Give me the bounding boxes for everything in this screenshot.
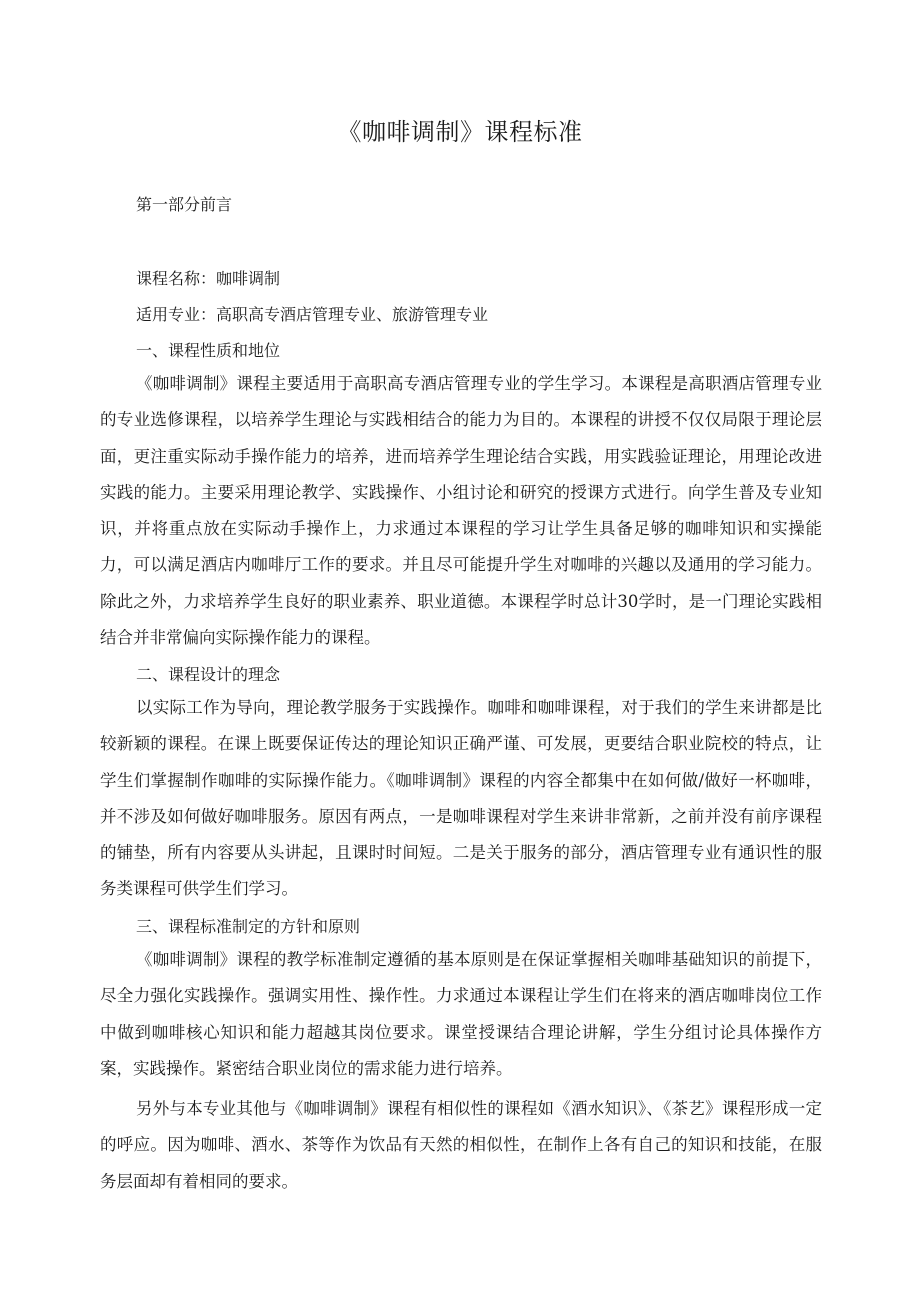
section-1-heading: 一、课程性质和地位 xyxy=(136,341,281,360)
applicable-major-line: 适用专业：高职高专酒店管理专业、旅游管理专业 xyxy=(136,305,489,324)
document-title: 《咖啡调制》课程标准 xyxy=(337,118,583,146)
part-heading: 第一部分前言 xyxy=(136,195,233,214)
section-3-heading: 三、课程标准制定的方针和原则 xyxy=(136,917,361,936)
section-2-body: 以实际工作为导向，理论教学服务于实践操作。咖啡和咖啡课程，对于我们的学生来讲都是比较新颖的课程。在课上既要保证传达的理论知识正确严谨、可发展，更要结合职业院校的特点，让学生们掌握制作咖啡的实际操作能力。《咖啡调制》课程的内容全都集中在如何做/做好一杯咖啡，并不涉及如何做好咖啡服务。原因有两点，一是咖啡课程对学生来讲非常新，之前并没有前序课程的铺垫，所有内容要从头讲起，且课时时间短。二是关于服务的部分，酒店管理专业有通识性的服务类课程可供学生们学习。 xyxy=(100,698,822,899)
section-1-body: 《咖啡调制》课程主要适用于高职高专酒店管理专业的学生学习。本课程是高职酒店管理专业的专业选修课程，以培养学生理论与实践相结合的能力为目的。本课程的讲授不仅仅局限于理论层面，更注重实际动手操作能力的培养，进而培养学生理论结合实践，用实践验证理论，用理论改进实践的能力。主要采用理论教学、实践操作、小组讨论和研究的授课方式进行。向学生普及专业知识，并将重点放在实际动手操作上，力求通过本课程的学习让学生具备足够的咖啡知识和实操能力，可以满足酒店内咖啡厅工作的要求。并且尽可能提升学生对咖啡的兴趣以及通用的学习能力。除此之外，力求培养学生良好的职业素养、职业道德。本课程学时总计30学时，是一门理论实践相结合并非常偏向实际操作能力的课程。 xyxy=(100,374,822,648)
section-3-body-1: 《咖啡调制》课程的教学标准制定遵循的基本原则是在保证掌握相关咖啡基础知识的前提下，尽全力强化实践操作。强调实用性、操作性。力求通过本课程让学生们在将来的酒店咖啡岗位工作中做到咖啡核心知识和能力超越其岗位要求。课堂授课结合理论讲解，学生分组讨论具体操作方案，实践操作。紧密结合职业岗位的需求能力进行培养。 xyxy=(100,950,822,1078)
course-name-line: 课程名称：咖啡调制 xyxy=(136,269,281,288)
section-2-heading: 二、课程设计的理念 xyxy=(136,665,281,684)
section-3-body-2: 另外与本专业其他与《咖啡调制》课程有相似性的课程如《酒水知识》、《茶艺》课程形成一定的呼应。因为咖啡、酒水、茶等作为饮品有天然的相似性，在制作上各有自己的知识和技能，在服务层面却有着相同的要求。 xyxy=(100,1099,822,1191)
